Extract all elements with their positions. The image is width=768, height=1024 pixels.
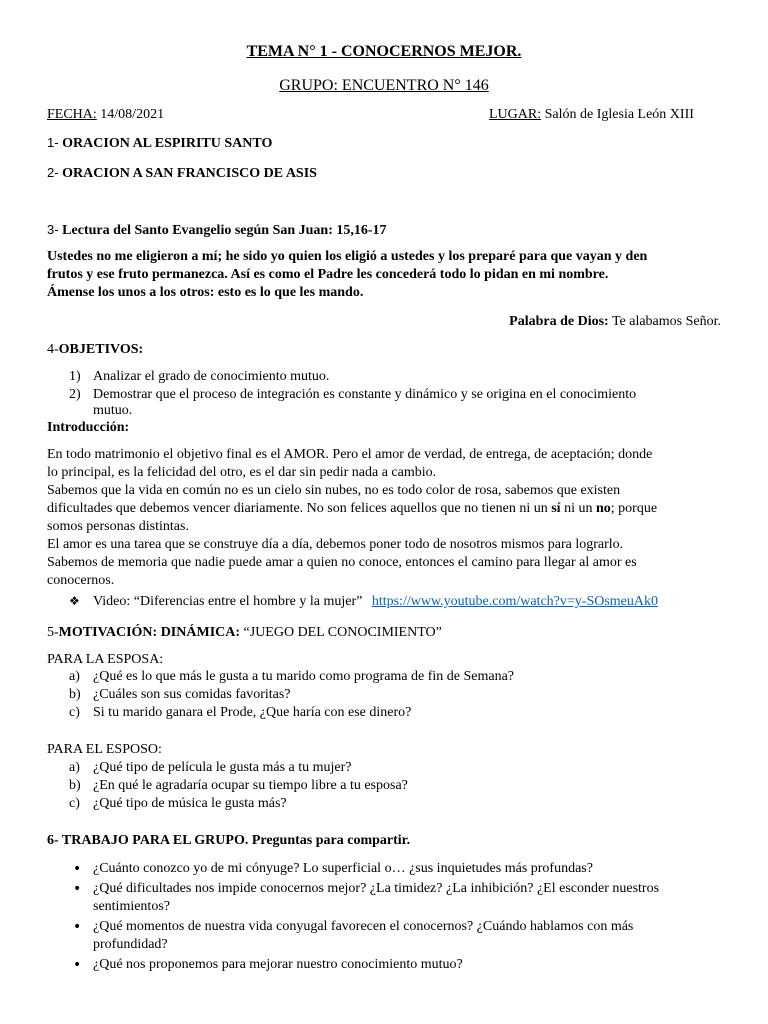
list-item-text: Analizar el grado de conocimiento mutuo.: [93, 369, 330, 384]
list-marker: c): [69, 705, 80, 720]
intro-text: ni un: [560, 501, 596, 516]
husband-section-label: PARA EL ESPOSO:: [47, 742, 162, 757]
list-item: [47, 759, 727, 777]
section-2-text: ORACION A SAN FRANCISCO DE ASIS: [62, 166, 317, 181]
date-value: 14/08/2021: [96, 107, 165, 122]
list-item: [47, 860, 727, 878]
gospel-reading: [47, 248, 727, 302]
section-2-number: 2-: [47, 165, 63, 180]
intro-line: Sabemos que la vida en común no es un cielo sin nubes, no es todo color de rosa, sabemos que existen: [47, 483, 621, 498]
husband-questions-list: [47, 759, 727, 813]
list-item-text: Demostrar que el proceso de integración es constante y dinámico y se origina en el conocimiento: [93, 387, 637, 402]
list-item-text: Si tu marido ganara el Prode, ¿Que haría con ese dinero?: [93, 705, 412, 720]
intro-text: dificultades que debemos vencer diariamente. No son felices aquellos que no tienen ni un: [47, 501, 552, 516]
diamond-bullet-icon: ❖: [69, 594, 80, 608]
list-item: [47, 918, 727, 954]
list-item: [47, 368, 727, 386]
list-item-text: ¿Qué nos proponemos para mejorar nuestro conocimiento mutuo?: [93, 957, 463, 972]
intro-line: somos personas distintas.: [47, 519, 189, 534]
list-item-text: ¿Qué tipo de película le gusta más a tu mujer?: [93, 760, 352, 775]
page-title: [0, 43, 768, 61]
list-item-text: ¿Qué tipo de música le gusta más?: [93, 796, 287, 811]
section-1-heading: [47, 134, 727, 153]
video-label: Video: “Diferencias entre el hombre y la mujer”: [93, 594, 363, 609]
date-label: FECHA:: [47, 107, 97, 122]
section-2-heading: [47, 164, 727, 183]
list-item-text: profundidad?: [93, 937, 168, 952]
list-item: [47, 686, 727, 704]
list-item: [47, 387, 727, 419]
gospel-response: [47, 313, 721, 331]
list-item: [47, 704, 727, 722]
section-6-heading: 6- TRABAJO PARA EL GRUPO. Preguntas para compartir.: [47, 833, 411, 848]
gospel-line: frutos y ese fruto permanezca. Así es como el Padre les concederá todo lo pidan en mi nombre.: [47, 267, 609, 282]
wife-section-label: PARA LA ESPOSA:: [47, 652, 164, 667]
list-marker: a): [69, 669, 80, 684]
title-text: TEMA N° 1 - CONOCERNOS MEJOR.: [246, 43, 522, 60]
date-field: [47, 106, 164, 124]
intro-line: En todo matrimonio el objetivo final es el AMOR. Pero el amor de verdad, de entrega, de aceptación; donde: [47, 447, 653, 462]
intro-emphasis: no: [595, 501, 611, 516]
section-5-subtitle: “JUEGO DEL CONOCIMIENTO”: [240, 625, 442, 640]
location-field: [489, 106, 694, 124]
section-5-title: MOTIVACIÓN: DINÁMICA:: [58, 625, 241, 640]
list-item-text: ¿Cuáles son sus comidas favoritas?: [93, 687, 291, 702]
list-marker: 2): [69, 387, 81, 402]
response-label: Palabra de Dios:: [509, 314, 609, 329]
list-item-text: ¿Qué es lo que más le gusta a tu marido como programa de fin de Semana?: [93, 669, 515, 684]
list-marker: b): [69, 687, 81, 702]
intro-text: ; porque: [610, 501, 658, 516]
video-item: [69, 592, 729, 611]
intro-line: conocernos.: [47, 573, 115, 588]
gospel-line: Ámense los unos a los otros: esto es lo que les mando.: [47, 285, 364, 300]
list-marker: a): [69, 760, 80, 775]
list-item: [47, 668, 727, 686]
intro-line: El amor es una tarea que se construye día a día, debemos poner todo de nosotros mismos para lograrlo.: [47, 537, 624, 552]
list-item-text: ¿Qué dificultades nos impide conocernos mejor? ¿La timidez? ¿La inhibición? ¿El esconder nuestros: [93, 881, 660, 896]
group-questions-list: [47, 860, 727, 974]
bullet-icon: •: [73, 919, 82, 935]
intro-line: Sabemos de memoria que nadie puede amar a quien no conoce, entonces el camino para llegar al amor es: [47, 555, 637, 570]
list-item: [47, 956, 727, 974]
section-1-number: 1-: [47, 135, 63, 150]
group-text: GRUPO: ENCUENTRO N° 146: [279, 77, 489, 94]
response-text: Te alabamos Señor.: [608, 314, 721, 329]
list-item: [47, 795, 727, 813]
intro-heading: Introducción:: [47, 420, 130, 435]
group-heading: [0, 77, 768, 95]
section-3-number: 3-: [47, 222, 63, 237]
wife-questions-list: [47, 668, 727, 722]
list-item-text: ¿En qué le agradaría ocupar su tiempo libre a tu esposa?: [93, 778, 408, 793]
list-marker: 1): [69, 369, 81, 384]
location-value: Salón de Iglesia León XIII: [541, 107, 694, 122]
section-4-number: 4-: [47, 342, 59, 357]
intro-line: lo principal, es la felicidad del otro, es el dar sin pedir nada a cambio.: [47, 465, 437, 480]
list-item-text: ¿Cuánto conozco yo de mi cónyuge? Lo superficial o… ¿sus inquietudes más profundas?: [93, 861, 593, 876]
list-marker: b): [69, 778, 81, 793]
bullet-icon: •: [73, 957, 82, 973]
section-3-title: Lectura del Santo Evangelio según San Juan: 15,16-17: [62, 223, 387, 238]
list-item: [47, 880, 727, 916]
section-4-title: OBJETIVOS:: [58, 342, 144, 357]
list-item-text: mutuo.: [93, 403, 133, 418]
intro-paragraph: [47, 446, 727, 590]
section-4-heading: [47, 341, 727, 359]
section-5-number: 5-: [47, 625, 59, 640]
video-link[interactable]: https://www.youtube.com/watch?v=y-SOsmeuAk0: [371, 594, 659, 609]
bullet-icon: •: [73, 881, 82, 897]
list-item-text: sentimientos?: [93, 899, 170, 914]
list-marker: c): [69, 796, 80, 811]
list-item-text: ¿Qué momentos de nuestra vida conyugal favorecen el conocernos? ¿Cuándo hablamos con más: [93, 919, 634, 934]
objectives-list: [47, 368, 727, 419]
section-3-heading: [47, 221, 727, 240]
intro-line: [47, 500, 727, 518]
location-label: LUGAR:: [489, 107, 542, 122]
bullet-icon: •: [73, 861, 82, 877]
section-5-heading: [47, 624, 727, 642]
list-item: [47, 777, 727, 795]
section-1-text: ORACION AL ESPIRITU SANTO: [62, 136, 273, 151]
intro-emphasis: sí: [551, 501, 561, 516]
gospel-line: Ustedes no me eligieron a mí; he sido yo quien los eligió a ustedes y los preparé para que vayan y den: [47, 249, 648, 264]
